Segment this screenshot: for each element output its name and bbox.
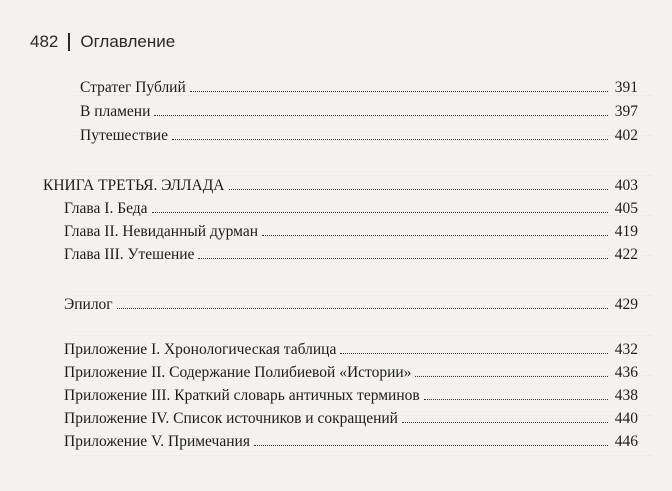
toc-entry-page: 397 [614, 103, 638, 120]
toc-entry-page: 405 [614, 200, 638, 217]
toc-entry [64, 295, 638, 315]
toc-entry-book [43, 176, 638, 196]
toc-entry-page: 402 [614, 127, 638, 144]
dot-leader [424, 398, 608, 400]
toc-entry [64, 245, 638, 265]
toc-entry [64, 409, 638, 429]
toc-entry [64, 340, 638, 360]
dot-leader [154, 114, 608, 116]
dot-leader [415, 375, 608, 377]
dot-leader [340, 352, 608, 354]
toc-entry-title: Приложение I. Хронологическая таблица [64, 341, 337, 358]
toc-entry-title: Приложение III. Краткий словарь античных терминов [64, 387, 420, 404]
dot-leader [254, 444, 608, 446]
toc-entry-page: 429 [614, 296, 638, 313]
toc-entry-page: 438 [614, 387, 638, 404]
toc-entry [80, 126, 638, 146]
toc-entry-page: 446 [614, 433, 638, 450]
dot-leader [190, 90, 608, 92]
toc-entry-title: Глава II. Невиданный дурман [64, 223, 259, 240]
toc-entry-title: Путешествие [80, 127, 168, 144]
toc-entry-page: 391 [614, 79, 638, 96]
toc-entry-title: Стратег Публий [80, 79, 186, 96]
toc-entry-page: 419 [614, 223, 638, 240]
section-title: Оглавление [80, 32, 176, 51]
dot-leader [229, 188, 609, 190]
toc-entry-title: Приложение V. Примечания [64, 433, 250, 450]
toc-entry [64, 222, 638, 242]
page-number: 482 [30, 32, 59, 51]
dot-leader [172, 138, 608, 140]
dot-leader [198, 257, 608, 259]
dot-leader [152, 211, 608, 213]
toc-entry-page: 440 [614, 410, 638, 427]
toc-entry-title: В пламени [80, 103, 151, 120]
toc-entry [64, 199, 638, 219]
dot-leader [262, 234, 608, 236]
toc-entry-page: 432 [614, 341, 638, 358]
dot-leader [117, 307, 608, 309]
toc-entry-title: Глава III. Утешение [64, 246, 195, 263]
toc-entry-title: Приложение II. Содержание Полибиевой «Истории» [64, 364, 412, 381]
toc-entry-page: 436 [614, 364, 638, 381]
toc-entry [64, 432, 638, 452]
toc-entry [80, 102, 638, 122]
toc-entry-title: Глава I. Беда [64, 200, 148, 217]
header-divider [68, 33, 70, 51]
running-header [30, 32, 175, 52]
toc-entry-title: Приложение IV. Список источников и сокращений [64, 410, 398, 427]
toc-entry [64, 386, 638, 406]
toc-entry-page: 422 [614, 246, 638, 263]
dot-leader [402, 421, 608, 423]
toc-entry [64, 363, 638, 383]
toc-entry-page: 403 [614, 177, 638, 194]
toc-entry [80, 78, 638, 98]
toc-entry-title: КНИГА ТРЕТЬЯ. ЭЛЛАДА [43, 177, 225, 194]
toc-entry-title: Эпилог [64, 296, 113, 313]
